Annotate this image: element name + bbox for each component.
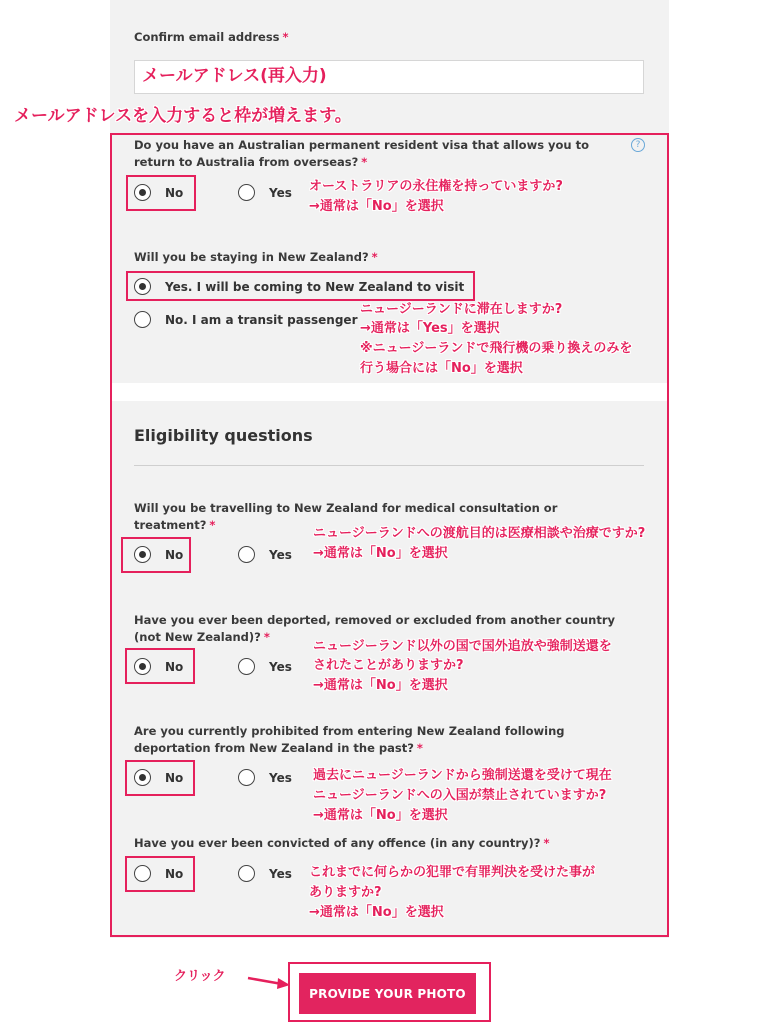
radio-unchecked-icon — [238, 546, 255, 563]
visa-no-radio[interactable]: No — [134, 184, 183, 201]
prohibited-no-radio[interactable]: No — [134, 769, 183, 786]
radio-checked-icon — [134, 184, 151, 201]
convicted-annotation-3: →通常は「No」を選択 — [309, 905, 444, 920]
deported-annotation-1: ニュージーランド以外の国で国外追放や強制送還を — [313, 639, 612, 654]
prohibited-annotation-1: 過去にニュージーランドから強制送還を受けて現在 — [313, 768, 612, 783]
visa-yes-radio[interactable]: Yes — [238, 184, 292, 201]
convicted-question-label: Have you ever been convicted of any offence (in any country)? * — [134, 836, 550, 850]
stay-no-radio[interactable]: No. I am a transit passenger — [134, 311, 358, 328]
confirm-email-label: Confirm email address * — [134, 30, 289, 44]
radio-unchecked-icon — [238, 184, 255, 201]
stay-annotation-2: →通常は「Yes」を選択 — [360, 321, 500, 336]
medical-no-radio[interactable]: No — [134, 546, 183, 563]
stay-annotation-3: ※ニュージーランドで飛行機の乗り換えのみを — [360, 341, 633, 356]
prohibited-annotation-2: ニュージーランドへの入国が禁止されていますか? — [313, 788, 607, 803]
prohibited-question-label: Are you currently prohibited from entering New Zealand following deportation from New Zealand in the past? * — [134, 724, 565, 755]
click-annotation: クリック — [174, 969, 226, 984]
email-input-annotation: メールアドレス(再入力) — [142, 66, 327, 86]
radio-unchecked-icon — [134, 865, 151, 882]
stay-annotation-4: 行う場合には「No」を選択 — [360, 361, 523, 376]
convicted-no-radio[interactable]: No — [134, 865, 183, 882]
prohibited-yes-radio[interactable]: Yes — [238, 769, 292, 786]
medical-annotation-2: →通常は「No」を選択 — [313, 546, 448, 561]
radio-unchecked-icon — [238, 865, 255, 882]
medical-annotation-1: ニュージーランドへの渡航目的は医療相談や治療ですか? — [313, 526, 646, 541]
convicted-annotation-2: ありますか? — [309, 885, 382, 900]
email-hint-annotation: メールアドレスを入力すると枠が増えます。 — [14, 106, 352, 126]
radio-checked-icon — [134, 769, 151, 786]
deported-no-radio[interactable]: No — [134, 658, 183, 675]
medical-question-label: Will you be travelling to New Zealand for medical consultation or treatment? * — [134, 501, 558, 532]
eligibility-title: Eligibility questions — [134, 426, 313, 445]
provide-photo-button[interactable]: PROVIDE YOUR PHOTO — [299, 973, 476, 1014]
stay-annotation-1: ニュージーランドに滞在しますか? — [360, 302, 563, 317]
visa-annotation-1: オーストラリアの永住権を持っていますか? — [309, 179, 563, 194]
stay-question-label: Will you be staying in New Zealand? * — [134, 250, 378, 264]
deported-annotation-2: されたことがありますか? — [313, 658, 464, 673]
prohibited-annotation-3: →通常は「No」を選択 — [313, 808, 448, 823]
section-divider — [134, 465, 644, 466]
radio-unchecked-icon — [238, 658, 255, 675]
visa-question-label: Do you have an Australian permanent resident visa that allows you to return to Australia from overseas? * — [134, 138, 590, 169]
convicted-annotation-1: これまでに何らかの犯罪で有罪判決を受けた事が — [309, 865, 596, 880]
radio-unchecked-icon — [238, 769, 255, 786]
convicted-yes-radio[interactable]: Yes — [238, 865, 292, 882]
deported-annotation-3: →通常は「No」を選択 — [313, 678, 448, 693]
arrow-right-icon — [244, 972, 294, 992]
help-circle-icon[interactable]: ? — [631, 138, 645, 152]
deported-question-label: Have you ever been deported, removed or excluded from another country (not New Zealand)? * — [134, 613, 616, 644]
stay-yes-radio[interactable]: Yes. I will be coming to New Zealand to visit — [134, 278, 464, 295]
medical-yes-radio[interactable]: Yes — [238, 546, 292, 563]
deported-yes-radio[interactable]: Yes — [238, 658, 292, 675]
radio-checked-icon — [134, 546, 151, 563]
visa-annotation-2: →通常は「No」を選択 — [309, 199, 444, 214]
radio-checked-icon — [134, 278, 151, 295]
radio-unchecked-icon — [134, 311, 151, 328]
radio-checked-icon — [134, 658, 151, 675]
